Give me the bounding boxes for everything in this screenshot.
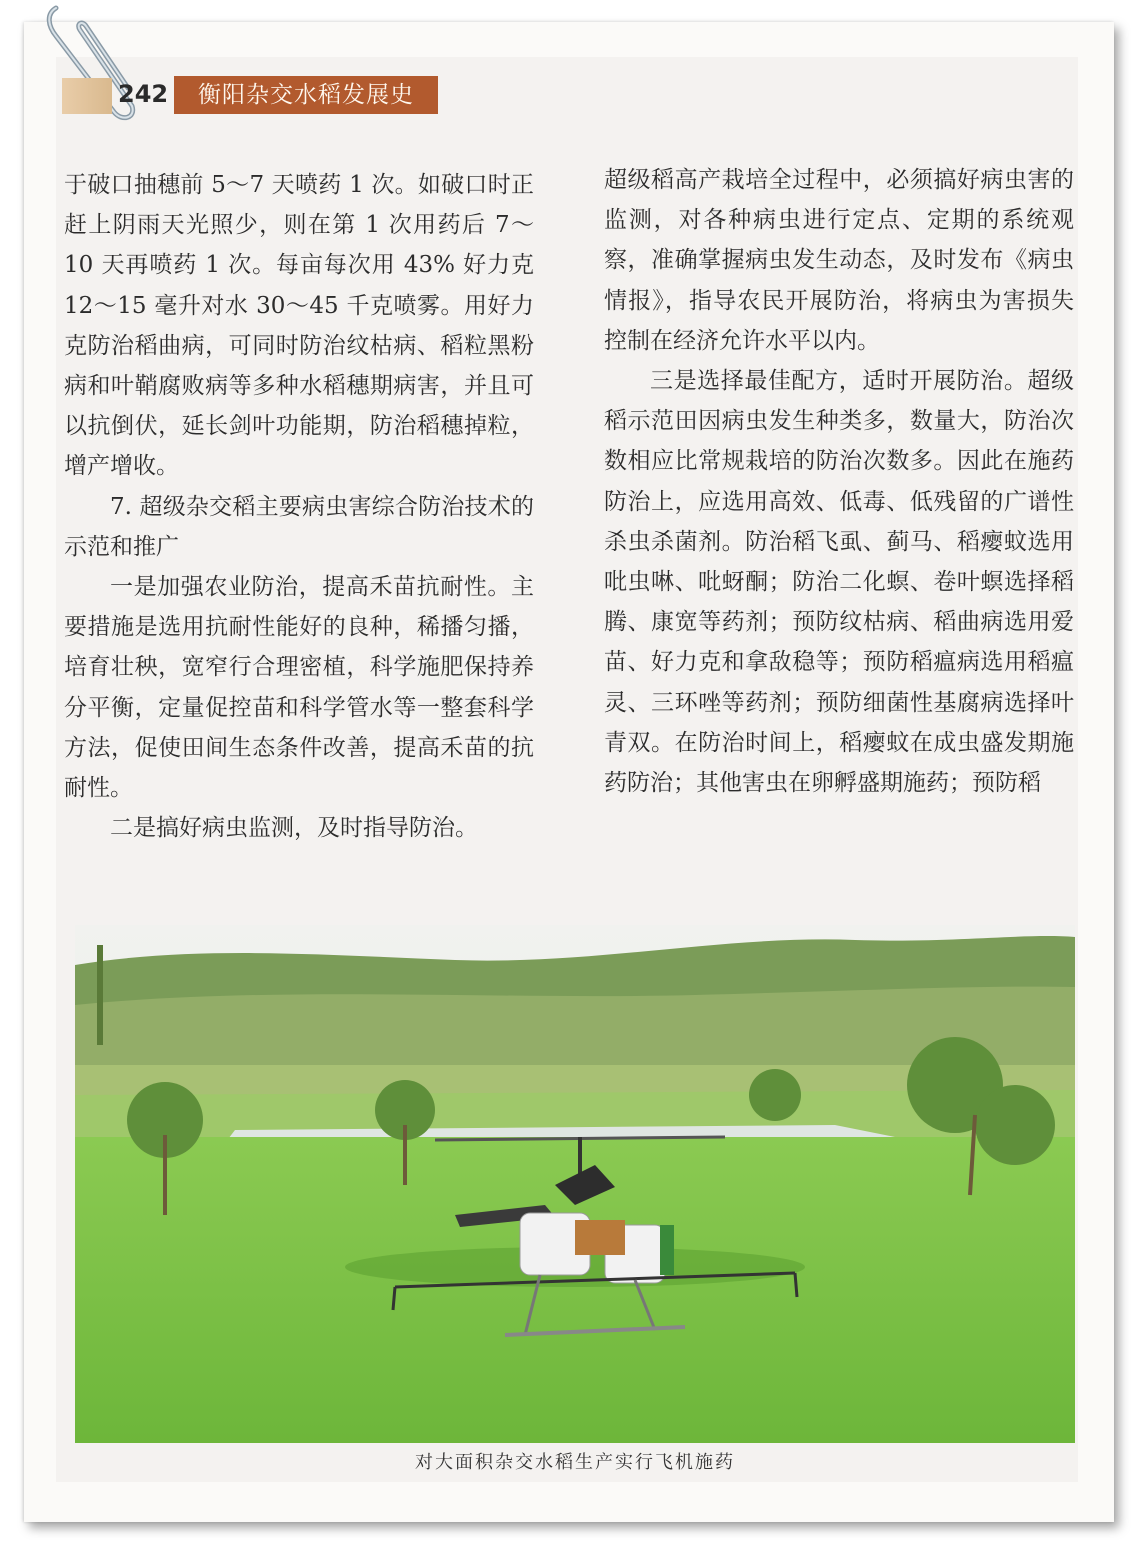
book-title: 衡阳杂交水稻发展史 [174,76,438,114]
section-heading: 7. 超级杂交稻主要病虫害综合防治技术的示范和推广 [64,493,534,560]
paragraph: 三是选择最佳配方，适时开展防治。超级稻示范田因病虫发生种类多，数量大，防治次数相应比常规栽培的防治次数多。因此在施药防治上，应选用高效、低毒、低残留的广谱性杀虫杀菌剂。防治稻飞虱、蓟马、稻瘿蚊选用吡虫啉、吡蚜酮；防治二化螟、卷叶螟选择稻腾、康宽等药剂；预防纹枯病、稻曲病选用爱苗、好力克和拿敌稳等；预防稻瘟病选用稻瘟灵、三环唑等药剂；预防细菌性基腐病选择叶青双。在防治时间上，稻瘿蚊在成虫盛发期施药防治；其他害虫在卵孵盛期施药；预防稻 [604,368,1074,797]
paragraph: 二是搞好病虫监测，及时指导防治。 [110,815,478,842]
page-number: 242 [118,80,169,108]
left-text-column [64,165,534,848]
paragraph: 于破口抽穗前 5～7 天喷药 1 次。如破口时正赶上阴雨天光照少，则在第 1 次用药后 7～10 天再喷药 1 次。每亩每次用 43% 好力克 12～15 毫升对水 30～45 千克喷雾。用好力克防治稻曲病，可同时防治纹枯病、稻粒黑粉病和叶鞘腐败病等多种水稻穗期病害，并且可以抗倒伏，延长剑叶功能期，防治稻穗掉粒，增产增收。 [64,172,534,480]
right-text-column [604,160,1074,803]
photo-caption: 对大面积杂交水稻生产实行飞机施药 [415,1452,735,1473]
paragraph: 超级稻高产栽培全过程中，必须搞好病虫害的监测，对各种病虫进行定点、定期的系统观察，准确掌握病虫发生动态，及时发布《病虫情报》，指导农民开展防治，将病虫为害损失控制在经济允许水平以内。 [604,167,1074,354]
header-accent-block [62,78,112,114]
paragraph: 一是加强农业防治，提高禾苗抗耐性。主要措施是选用抗耐性能好的良种，稀播匀播，培育壮秧，宽窄行合理密植，科学施肥保持养分平衡，定量促控苗和科学管水等一整套科学方法，促使田间生态条件改善，提高禾苗的抗耐性。 [64,574,534,802]
helicopter-spraying-photo [75,925,1075,1443]
